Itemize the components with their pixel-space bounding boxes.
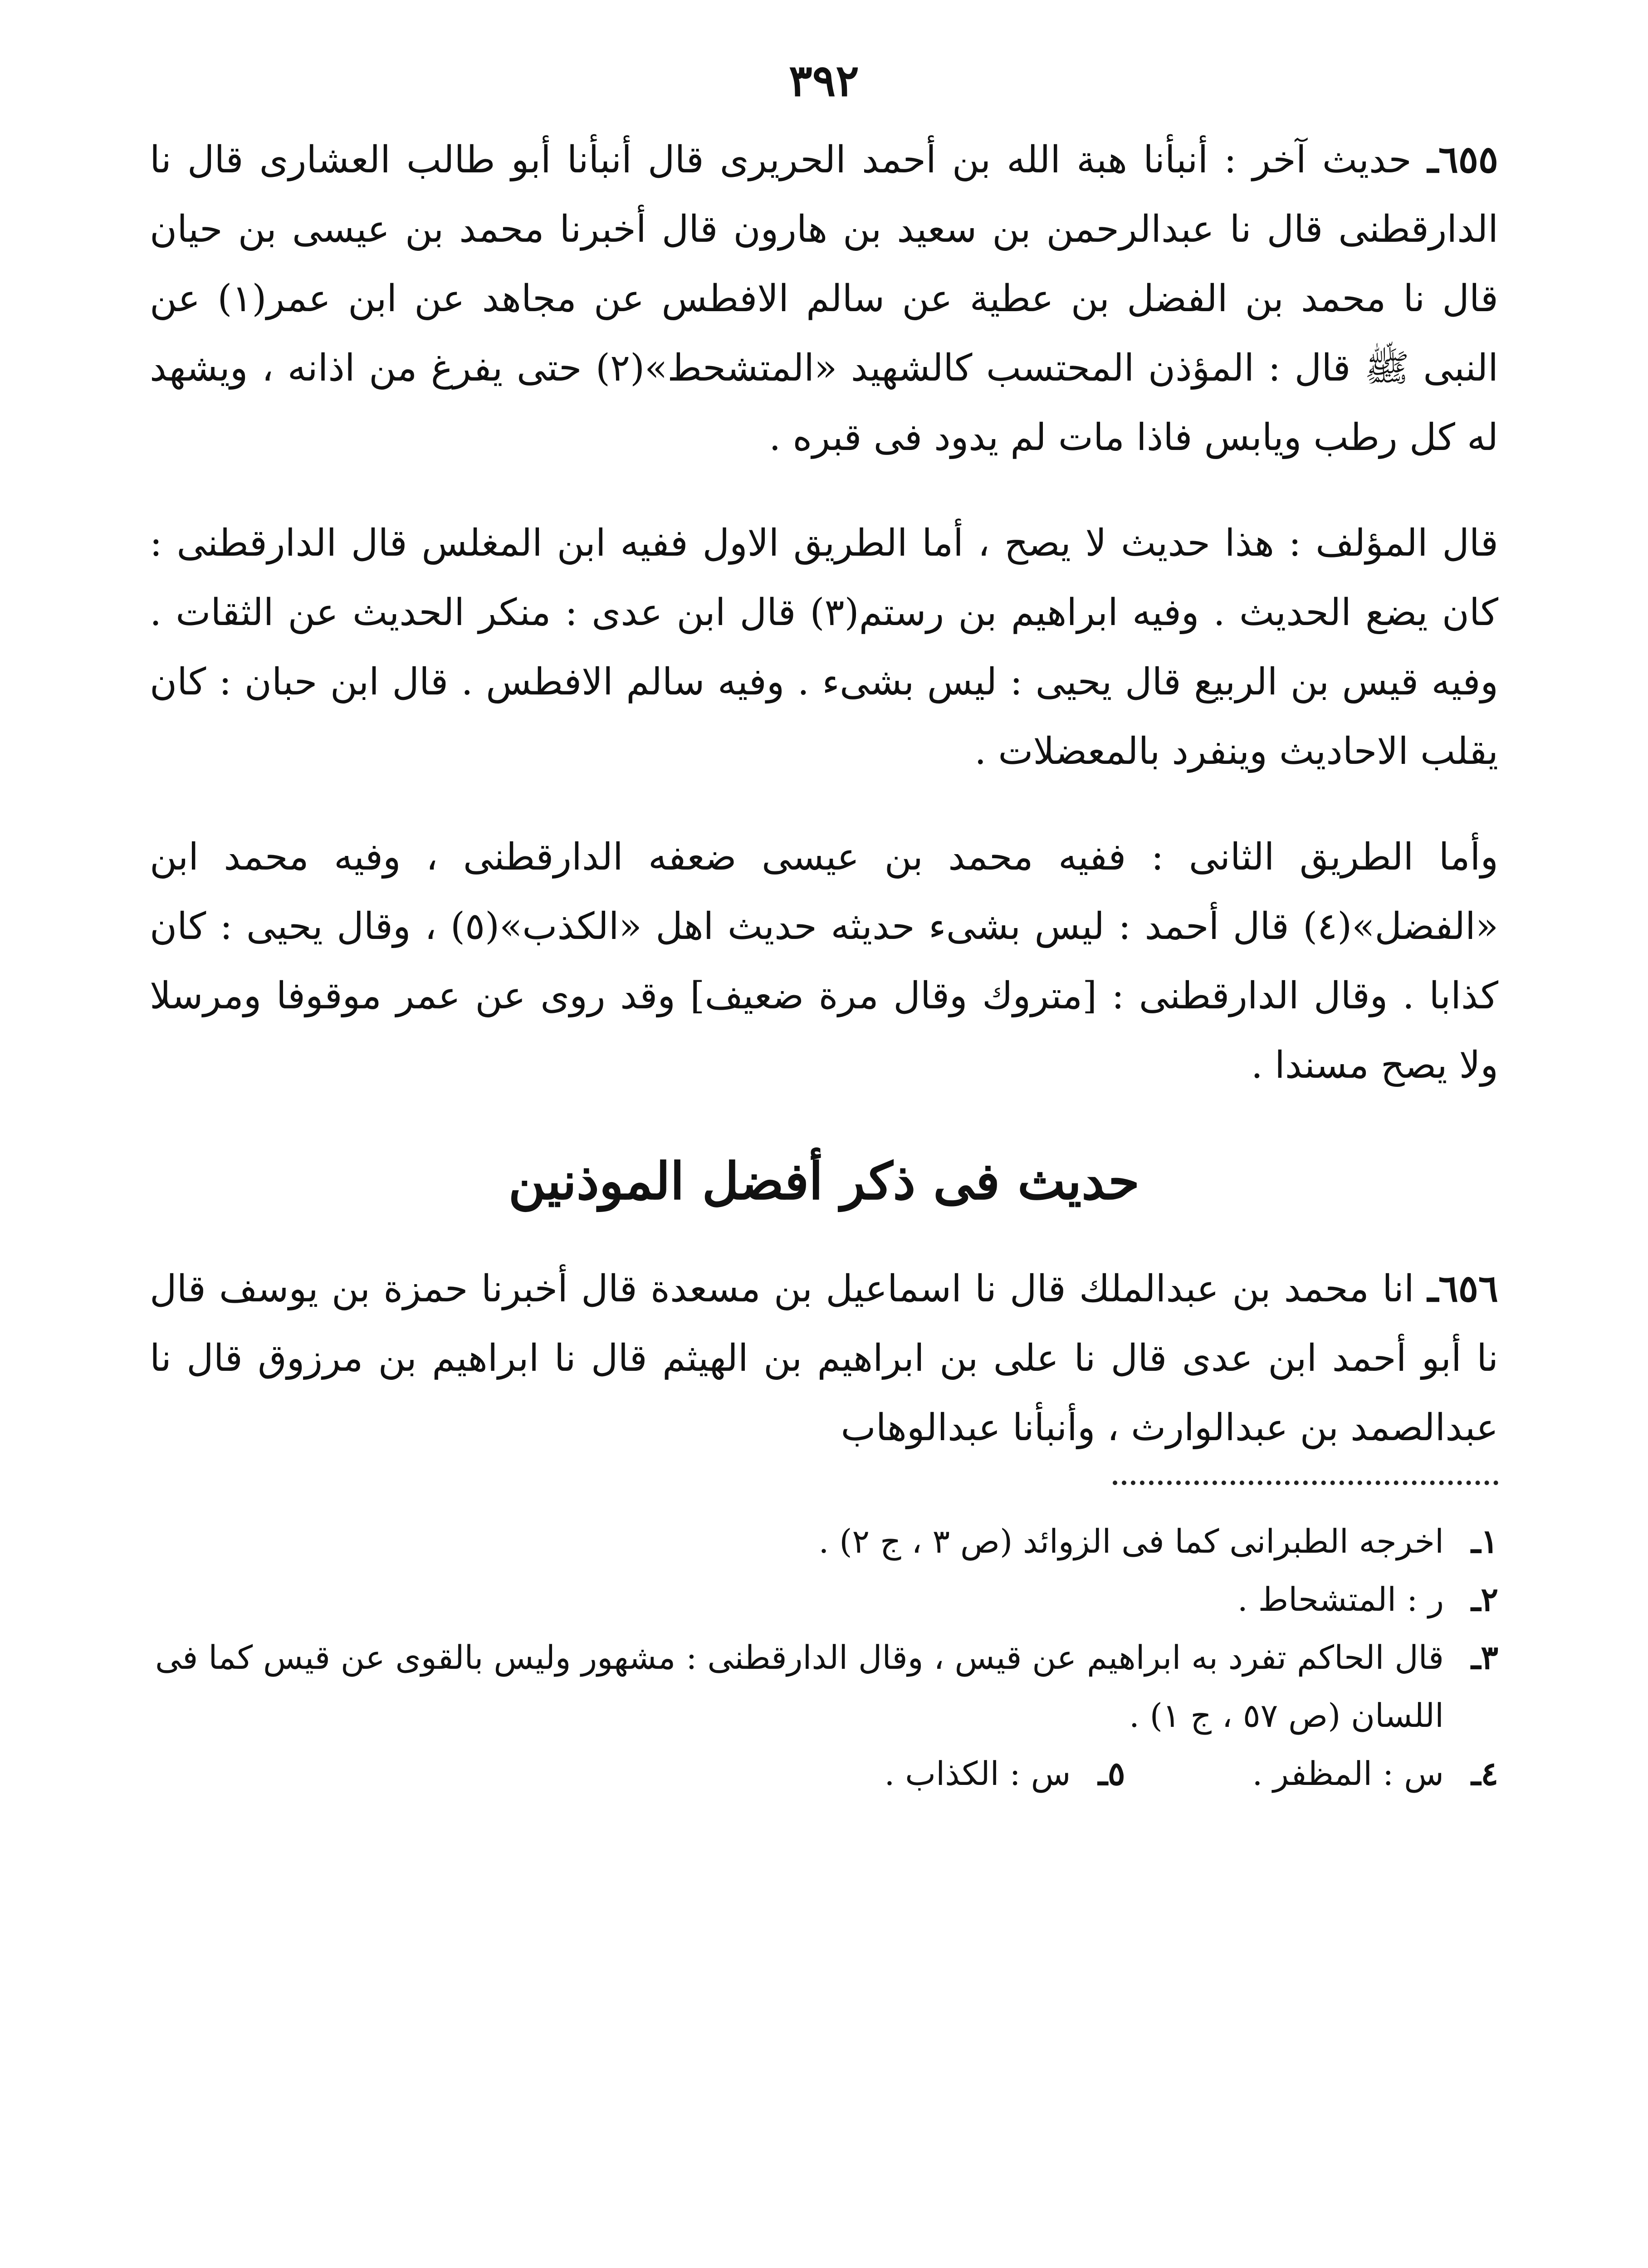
footnote-text: قال الحاكم تفرد به ابراهيم عن قيس ، وقال الدارقطنى : مشهور وليس بالقوى عن قيس كما فى اللسان (ص ٥٧ ، ج ١) . xyxy=(155,1638,1444,1735)
hadith-655-number: ٦٥٥ـ xyxy=(1427,138,1498,181)
footnote-row-4-5 xyxy=(150,1745,1498,1803)
hadith-656-paragraph xyxy=(150,1254,1498,1462)
footnote-marker: ٥ـ xyxy=(1098,1754,1125,1793)
hadith-656-text: انا محمد بن عبدالملك قال نا اسماعيل بن مسعدة قال أخبرنا حمزة بن يوسف قال نا أبو أحمد ابن عدى قال نا على بن ابراهيم بن الهيثم قال نا ابراهيم بن مرزوق قال نا عبدالصمد بن عبدالوارث ، وأنبأنا عبدالوهاب xyxy=(150,1267,1498,1449)
hadith-655-paragraph xyxy=(150,125,1498,472)
footnote-3 xyxy=(150,1628,1498,1745)
footnote-marker: ٣ـ xyxy=(1471,1638,1498,1677)
footnote-2 xyxy=(150,1570,1498,1628)
footnote-marker: ١ـ xyxy=(1471,1522,1498,1560)
footnotes xyxy=(150,1512,1498,1803)
footnote-1 xyxy=(150,1512,1498,1570)
footnote-5 xyxy=(885,1745,1125,1803)
footnote-text: س : المظفر . xyxy=(1252,1755,1444,1793)
hadith-656-number: ٦٥٦ـ xyxy=(1427,1267,1498,1310)
page-number: ٣٩٢ xyxy=(789,55,859,106)
footnote-text: ر : المتشحاط . xyxy=(1237,1580,1444,1618)
footnote-separator xyxy=(1113,1481,1498,1485)
footnote-marker: ٤ـ xyxy=(1471,1754,1498,1793)
footnote-text: س : الكذاب . xyxy=(884,1755,1071,1793)
footnote-marker: ٢ـ xyxy=(1471,1580,1498,1618)
section-heading: حديث فى ذكر أفضل الموذنين xyxy=(508,1152,1140,1211)
second-path-paragraph: وأما الطريق الثانى : ففيه محمد بن عيسى ضعفه الدارقطنى ، وفيه محمد ابن «الفضل»(٤) قال أحمد : ليس بشىء حديثه حديث اهل «الكذب»(٥) ، وقال يحيى : كان كذابا . وقال الدارقطنى : [متروك وقال مرة ضعيف] وقد روى عن عمر موقوفا ومرسلا ولا يصح مسندا . xyxy=(150,836,1498,1087)
hadith-655-text: حديث آخر : أنبأنا هبة الله بن أحمد الحريرى قال أنبأنا أبو طالب العشارى قال نا الدارقطنى قال نا عبدالرحمن بن سعيد بن هارون قال أخبرنا محمد بن عيسى بن حيان قال نا محمد بن الفضل بن عطية عن سالم الافطس عن مجاهد عن ابن عمر(١) عن النبى ﷺ قال : المؤذن المحتسب كالشهيد «المتشحط»(٢) حتى يفرغ من اذانه ، ويشهد له كل رطب ويابس فاذا مات لم يدود فى قبره . xyxy=(150,138,1499,459)
footnote-4 xyxy=(1252,1745,1498,1803)
footnote-text: اخرجه الطبرانى كما فى الزوائد (ص ٣ ، ج ٢) . xyxy=(818,1522,1444,1560)
author-commentary-paragraph: قال المؤلف : هذا حديث لا يصح ، أما الطريق الاول ففيه ابن المغلس قال الدارقطنى : كان يضع الحديث . وفيه ابراهيم بن رستم(٣) قال ابن عدى : منكر الحديث عن الثقات . وفيه قيس بن الربيع قال يحيى : ليس بشىء . وفيه سالم الافطس . قال ابن حبان : كان يقلب الاحاديث وينفرد بالمعضلات . xyxy=(150,522,1498,773)
